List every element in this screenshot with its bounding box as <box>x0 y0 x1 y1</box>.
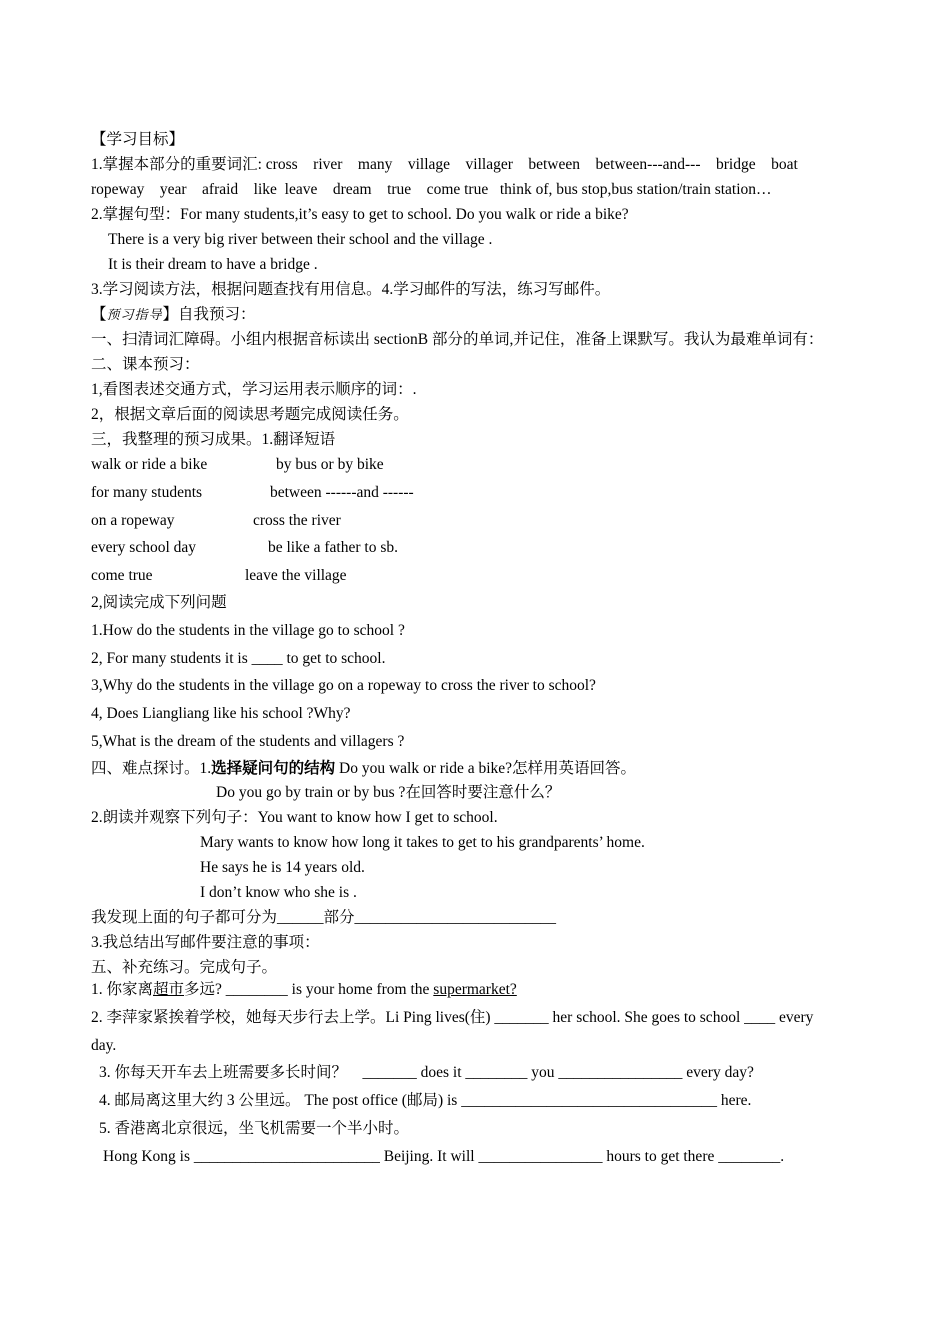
difficult-prefix: 四、难点探讨。1. <box>91 760 212 777</box>
goals-heading: 【学习目标】 <box>91 131 185 148</box>
goals-sentence-river: There is a very big river between their school and the village . <box>108 231 493 248</box>
practice-1-start: 1. 你家离 <box>91 981 154 998</box>
guide-step-1: 一、扫清词汇障碍。小组内根据音标读出 sectionB 部分的单词,并记住，准备上课默写。我认为最难单词有： <box>91 331 824 348</box>
phrase-right: by bus or by bike <box>276 456 384 473</box>
difficult-email-notes: 3.我总结出写邮件要注意的事项： <box>91 934 320 951</box>
guide-step-2b: 2，根据文章后面的阅读思考题完成阅读任务。 <box>91 406 409 423</box>
phrase-right: between ------and ------ <box>270 484 414 501</box>
reading-question-4: 4, Does Liangliang like his school ?Why? <box>91 705 351 722</box>
phrase-left: come true <box>91 567 153 584</box>
reading-question-5: 5,What is the dream of the students and villagers ? <box>91 733 405 750</box>
goals-sentence-dream: It is their dream to have a bridge . <box>108 256 318 273</box>
goals-sentence-pattern: 2.掌握句型：For many students,it’s easy to get to school. Do you walk or ride a bike? <box>91 206 629 223</box>
reading-question-2: 2, For many students it is ____ to get to school. <box>91 650 386 667</box>
difficult-heading <box>91 759 636 779</box>
difficult-finding: 我发现上面的句子都可分为______部分__________________________ <box>91 909 557 926</box>
phrase-right: leave the village <box>245 567 347 584</box>
goals-reading-method: 3.学习阅读方法，根据问题查找有用信息。4.学习邮件的写法，练习写邮件。 <box>91 281 611 298</box>
difficult-example-2: He says he is 14 years old. <box>200 859 365 876</box>
phrase-left: for many students <box>91 484 203 501</box>
guide-heading <box>91 305 256 325</box>
phrase-left: every school day <box>91 539 197 556</box>
difficult-suffix: Do you walk or ride a bike?怎样用英语回答。 <box>335 760 637 777</box>
phrase-left: on a ropeway <box>91 512 175 529</box>
guide-step-2: 二、课本预习： <box>91 356 200 373</box>
guide-bracket-rest: 】自我预习： <box>162 306 256 323</box>
practice-item-3: 3. 你每天开车去上班需要多长时间？ _______ does it ________ you ________________ every day? <box>99 1064 754 1081</box>
practice-heading: 五、补充练习。完成句子。 <box>91 959 278 976</box>
phrase-right: cross the river <box>253 512 341 529</box>
guide-step-3: 三，我整理的预习成果。1.翻译短语 <box>91 431 336 448</box>
difficult-read-observe: 2.朗读并观察下列句子：You want to know how I get to school. <box>91 809 498 826</box>
guide-step-2a: 1,看图表述交通方式，学习运用表示顺序的词：. <box>91 381 417 398</box>
reading-question-1: 1.How do the students in the village go to school ? <box>91 622 405 639</box>
practice-item-4: 4. 邮局离这里大约 3 公里远。 The post office (邮局) is _________________________________ here. <box>99 1092 752 1109</box>
practice-item-1 <box>91 980 517 1000</box>
practice-item-5-cont: Hong Kong is ________________________ Beijing. It will ________________ hours to get there ________. <box>103 1148 785 1165</box>
reading-question-3: 3,Why do the students in the village go on a ropeway to cross the river to school? <box>91 677 596 694</box>
difficult-example-1: Mary wants to know how long it takes to get to his grandparents’ home. <box>200 834 645 851</box>
reading-heading: 2,阅读完成下列问题 <box>91 594 227 611</box>
guide-bracket-open: 【 <box>91 306 107 323</box>
practice-1-middle: 多远? ________ is your home from the <box>184 981 434 998</box>
goals-vocab-line-1: 1.掌握本部分的重要词汇: cross river many village villager between between---and--- bridge boat <box>91 156 798 173</box>
practice-1-underlined-supermarket: supermarket? <box>433 981 517 998</box>
difficult-bold-topic: 选择疑问句的结构 <box>211 760 336 777</box>
phrase-left: walk or ride a bike <box>91 456 208 473</box>
difficult-question-2: Do you go by train or by bus ?在回答时要注意什么？ <box>216 784 561 801</box>
difficult-example-3: I don’t know who she is . <box>200 884 357 901</box>
goals-vocab-line-2: ropeway year afraid like leave dream true come true think of, bus stop,bus station/train station… <box>91 181 772 198</box>
practice-item-5: 5. 香港离北京很远，坐飞机需要一个半小时。 <box>99 1120 410 1137</box>
guide-script-title: 预习指导 <box>106 307 163 322</box>
practice-1-underlined-supermarket-cn: 超市 <box>153 981 185 998</box>
phrase-right: be like a father to sb. <box>268 539 398 556</box>
practice-item-2: 2. 李萍家紧挨着学校，她每天步行去上学。Li Ping lives(住) _______ her school. She goes to school ____ every <box>91 1009 814 1026</box>
practice-item-2-cont: day. <box>91 1037 117 1054</box>
